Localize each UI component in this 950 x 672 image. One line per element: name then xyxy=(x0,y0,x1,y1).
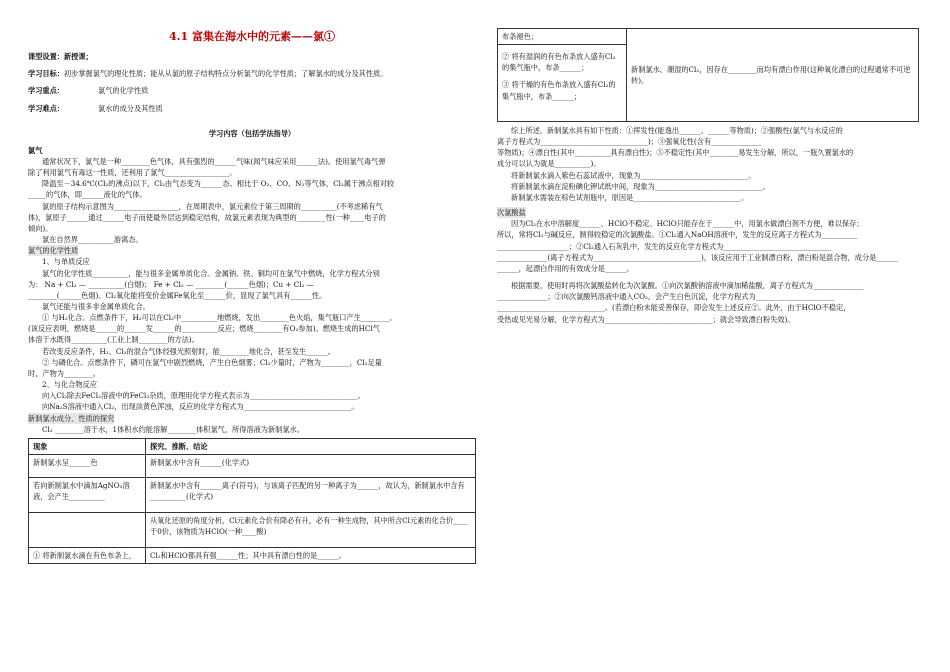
table-row xyxy=(29,478,476,513)
table-cell: Cl₂和HClO都具有强______性；其中具有漂白性的是______。 xyxy=(146,548,476,564)
summary-line: 离子方程式为______________________________)；③强氧化性(含有______________ xyxy=(497,137,762,147)
table-row xyxy=(498,29,919,122)
table-cell: 新制氯水呈______色 xyxy=(29,455,146,478)
text-line: 向入Cl₂除去FeCl₂溶液中的FeCl₃杂质，原理用化学方程式表示为______________________________。 xyxy=(42,391,365,401)
hypochlorite-heading: 次氯酸盐 xyxy=(497,208,526,218)
text-line: ______________(离子方程式为______________________________)，该反应用于工业制漂白粉，漂白粉是混合物，成分是______ xyxy=(497,252,898,262)
table-cell-line: 布条褪色； xyxy=(498,29,626,45)
text-line: 除了利用氯气有毒这一性质，还利用了氯气__________________。 xyxy=(28,168,237,178)
summary-line: 综上所述，新制氯水具有如下性质：①挥发性(能逸出______、______等物质)；②强酸性(氯气与水反应的 xyxy=(511,126,843,135)
text-line: 时，产物为________。 xyxy=(28,368,100,378)
text-line: ① 与H₂化合。点燃条件下，H₂可以在Cl₂中__________地燃烧，发出________色火焰，集气瓶口产生________。 xyxy=(42,313,397,323)
text-line: 为： Na + Cl₂ — __________(白烟)； Fe + Cl₂ — ________(______色烟)；Cu + Cl₂ — xyxy=(28,279,314,289)
text-line: (该反应表明，燃烧是______的______发______的__________反应；燃烧________有O₂参加)。燃烧生成的HCl气 xyxy=(28,324,380,334)
text-line: 因为Cl₂在水中溶解度______、HClO不稳定、HClO只能存在于______中，用氯水做漂白剂不方便，难以保存； xyxy=(511,219,864,229)
text-line: 倾向)。 xyxy=(28,223,53,233)
text-line: 2、与化合物反应 xyxy=(42,380,97,390)
text-line: 体溶于水既得__________(工业上制________的方法)。 xyxy=(28,335,199,345)
text-line: ______________；②向次氯酸钙溶液中通入CO₂，会产生白色沉淀，化学方程式为______________________ xyxy=(497,292,835,302)
right-column xyxy=(497,0,919,325)
table-header: 探究、推断、结论 xyxy=(146,438,476,454)
table-cell: 新制氯水中含有______(化学式) xyxy=(146,455,476,478)
text-line: Cl₂ ________溶于水，1体积水约能溶解________体积氯气，所得溶液为新制氯水。 xyxy=(42,424,304,434)
table-cell: 新制氯水中含有______离子(符号)，与该离子匹配的另一种离子为______，故认为，新制氯水中含有__________(化学式) xyxy=(146,478,476,513)
text-line: 受热或见光易分解，化学方程式为______________________________；就会导致漂白粉失效)。 xyxy=(497,314,795,324)
text-line: ____________________；②Cl₂通入石灰乳中，发生的反应化学方程式为______________________________ xyxy=(497,241,832,251)
bleach-table xyxy=(497,28,919,122)
text-line: 所以，常将Cl₂与碱反应，制得较稳定的次氯酸盐。①Cl₂通入NaOH溶液中，发生的反应离子方程式为__________ xyxy=(497,230,858,240)
text-line: 氯气的化学性质__________，能与很多金属单质化合。金属钠、铁、铜均可在氯气中燃烧，化学方程式分别 xyxy=(42,268,380,278)
text-line: 通常状况下，氯气是一种________色气体，具有强烈的______气味(闻气味应采用______法)。使用氯气毒气弹 xyxy=(42,156,386,166)
summary-line: 将新制氯水滴入紫色石蕊试液中，现象为______________________________。 xyxy=(511,170,756,180)
experiment-table xyxy=(28,438,476,564)
text-line: 氯气还能与很多非金属单质化合。 xyxy=(42,302,150,312)
text-line: 若改变反应条件，H₂、Cl₂的混合气体经强光照射时，能________地化合，甚至发生______。 xyxy=(42,346,335,356)
text-line: 氯的原子结构示意图为__________________，在周期表中，氯元素位于第三周期的__________(不考虑稀有气 xyxy=(42,201,383,211)
page-title: 4.1 富集在海水中的元素——氯① xyxy=(169,30,335,43)
table-cell: 若向新制氯水中滴加AgNO₃溶液，会产生__________ xyxy=(29,478,146,513)
text-line: 降温至－34.6℃(Cl₂的沸点)以下，Cl₂由气态变为______态。相比于 O₂、CO、N₂等气体，Cl₂属于沸点相对较 xyxy=(42,179,395,189)
table-row xyxy=(29,513,476,548)
table-row xyxy=(29,455,476,478)
section-title: 学习内容（包括学法指导） xyxy=(208,128,296,138)
table-header: 现象 xyxy=(29,438,146,454)
table-cell: ① 将新制氯水滴在有色布条上， xyxy=(29,548,146,564)
summary-line: 等物质)；④漂白性(其中__________具有漂白性)；⑤不稳定性(其中________易发生分解，所以，一瓶久置氯水的 xyxy=(497,148,854,158)
text-line: ② 与磷化合。点燃条件下，磷可在氯气中剧烈燃烧，产生白色烟雾；Cl₂少量时，产物为________，Cl₂足量 xyxy=(42,357,382,367)
chemical-properties-heading: 氯气的化学性质 xyxy=(28,246,79,256)
meta-difficulty: 学习难点： 氯水的成分及其性质 xyxy=(28,103,163,113)
summary-line: 新制氯水需装在棕色试剂瓶中，原因是______________________________。 xyxy=(511,192,749,202)
table-cell: 新制氯水、潮湿的Cl₂，因存在________而均有漂白作用(这种氧化漂白的过程通常不可逆转)。 xyxy=(627,29,919,122)
text-line: _____的气体，即______液化的气体。 xyxy=(28,190,147,200)
table-header-row xyxy=(29,438,476,454)
meta-goal: 学习目标：初步掌握氯气的理化性质；能从从氯的原子结构特点分析氯气的化学性质；了解氯水的成分及其性质。 xyxy=(28,69,388,79)
table-cell-line: ② 将有湿润的有色布条放入盛有Cl₂的集气瓶中，布条______； xyxy=(502,52,616,73)
text-line: 1、与单质反应 xyxy=(42,257,90,267)
summary-line: 将新制氯水滴在淀粉碘化钾试纸中间，现象为______________________________。 xyxy=(511,181,770,191)
table-row xyxy=(29,548,476,564)
text-line: 向Na₂S溶液中通入Cl₂，出现淡黄色浑浊，反应的化学方程式为______________________________。 xyxy=(42,402,359,412)
left-column xyxy=(28,0,476,564)
chlorine-heading: 氯气 xyxy=(28,145,43,155)
text-line: ______________________________。(若漂白粉未能妥善保存，即会发生上述反应②。此外，由于HClO不稳定， xyxy=(497,303,851,313)
table-cell: 从氧化还原的角度分析，Cl元素化合价有降必有升，必有一种生成物，其中所含Cl元素的化合价____于0价，该物质为HClO(一种____酸) xyxy=(146,513,476,548)
table-cell-line: ③ 将干燥的有色布条放入盛有Cl₂的集气瓶中，布条______； xyxy=(502,80,616,101)
text-line: ______，起漂白作用的有效成分是______。 xyxy=(497,263,634,273)
table-cell xyxy=(498,29,627,122)
meta-focus: 学习重点： 氯气的化学性质 xyxy=(28,86,149,96)
text-line: ________(______色烟)。Cl₂氧化能将变价金属Fe氧化至______价，显现了氯气具有______性。 xyxy=(28,290,327,300)
text-line: 氯在自然界__________游离态。 xyxy=(42,235,143,245)
text-line: 体)，氯原子______通过______电子而使最外层达到稳定结构，故氯元素表现为典型的________性(一种____电子的 xyxy=(28,212,386,222)
summary-line: 成分可以认为就是__________)。 xyxy=(497,159,601,169)
chlorine-water-heading: 新制氯水成分、性质的探究 xyxy=(28,413,115,423)
table-cell xyxy=(29,513,146,548)
text-line: 根据需要，使用时再将次氯酸盐转化为次氯酸。①向次氯酸钠溶液中滴加稀盐酸，离子方程式为______________ xyxy=(511,281,864,291)
meta-course: 课型设置：新授课； xyxy=(28,52,93,62)
